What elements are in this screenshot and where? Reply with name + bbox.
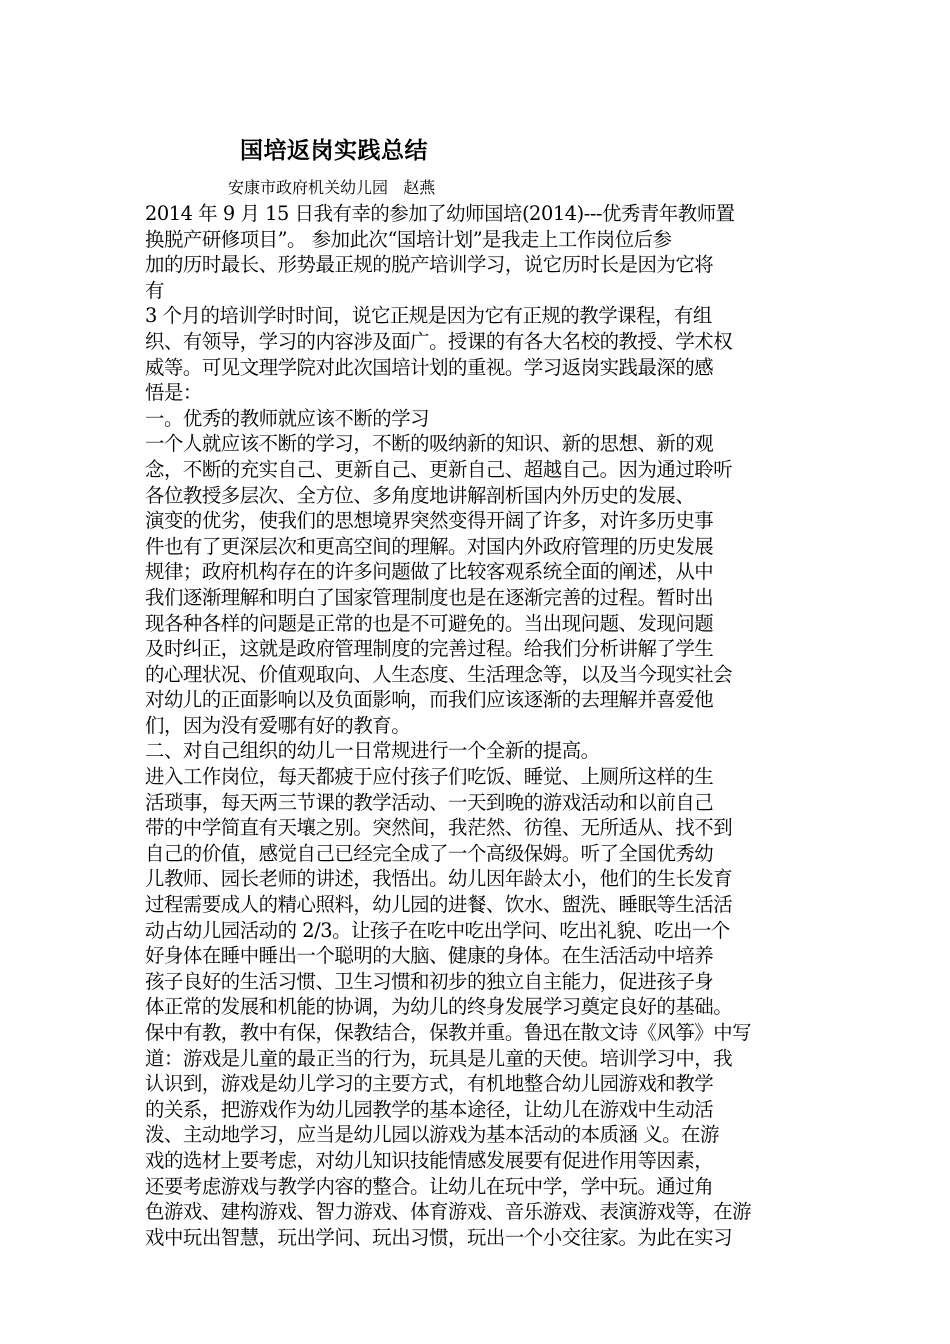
- text-line: 们，因为没有爱哪有好的教育。: [145, 713, 411, 737]
- text-line: 戏的选材上要考虑，对幼儿知识技能情感发展要有促进作用等因素，: [145, 1148, 714, 1172]
- text-line: 体正常的发展和机能的协调，为幼儿的终身发展学习奠定良好的基础。: [145, 995, 733, 1019]
- text-line: 的心理状况、价值观取向、人生态度、生活理念等，以及当今现实社会: [145, 662, 733, 686]
- text-line: 活琐事，每天两三节课的教学活动、一天到晚的游戏活动和以前自己: [145, 790, 714, 814]
- text-line: 规律；政府机构存在的许多问题做了比较客观系统全面的阐述，从中: [145, 560, 714, 584]
- text-line: 保中有教，教中有保，保教结合，保教并重。鲁迅在散文诗《风筝》中写: [145, 1021, 752, 1044]
- author-line: 安康市政府机关幼儿园 赵燕: [228, 178, 436, 197]
- text-line: 件也有了更深层次和更高空间的理解。对国内外政府管理的历史发展: [145, 534, 714, 558]
- text-line: 现各种各样的问题是正常的也是不可避免的。当出现问题、发现问题: [145, 611, 714, 635]
- text-line: 戏中玩出智慧，玩出学问、玩出习惯，玩出一个小交往家。为此在实习: [145, 1225, 733, 1249]
- text-line: 对幼儿的正面影响以及负面影响，而我们应该逐渐的去理解并喜爱他: [145, 688, 714, 712]
- text-line: 过程需要成人的精心照料，幼儿园的进餐、饮水、盥洗、睡眠等生活活: [145, 893, 733, 917]
- body-text: [145, 201, 825, 1250]
- text-line: 各位教授多层次、全方位、多角度地讲解剖析国内外历史的发展、: [145, 483, 695, 507]
- text-line: 及时纠正，这就是政府管理制度的完善过程。给我们分析讲解了学生: [145, 637, 714, 661]
- text-line: 3 个月的培训学时时间，说它正规是因为它有正规的教学课程，有组: [145, 304, 712, 328]
- text-line: 2014 年 9 月 15 日我有幸的参加了幼师国培(2014)---优秀青年教师置: [145, 202, 735, 225]
- text-line: 加的历时最长、形势最正规的脱产培训学习，说它历时长是因为它将: [145, 253, 714, 277]
- text-line: 织、有领导，学习的内容涉及面广。授课的有各大名校的教授、学术权: [145, 329, 733, 353]
- text-line: 二、对自己组织的幼儿一日常规进行一个全新的提高。: [145, 739, 600, 763]
- text-line: 威等。可见文理学院对此次国培计划的重视。学习返岗实践最深的感: [145, 355, 714, 379]
- text-line: 带的中学简直有天壤之别。突然间，我茫然、彷徨、无所适从、找不到: [145, 816, 733, 840]
- text-line: 演变的优劣，使我们的思想境界突然变得开阔了许多，对许多历史事: [145, 509, 714, 533]
- text-line: 一个人就应该不断的学习，不断的吸纳新的知识、新的思想、新的观: [145, 432, 714, 456]
- text-line: 我们逐渐理解和明白了国家管理制度也是在逐渐完善的过程。暂时出: [145, 585, 714, 609]
- text-line: 道：游戏是儿童的最正当的行为，玩具是儿童的天使。培训学习中，我: [145, 1046, 733, 1070]
- text-line: 认识到，游戏是幼儿学习的主要方式，有机地整合幼儿园游戏和教学: [145, 1072, 714, 1096]
- text-line: 换脱产研修项目”。 参加此次“国培计划”是我走上工作岗位后参: [145, 227, 672, 251]
- text-line: 泼、主动地学习，应当是幼儿园以游戏为基本活动的本质涵 义。在游: [145, 1123, 719, 1147]
- text-line: 动占幼儿园活动的 2/3。让孩子在吃中吃出学问、吃出礼貌、吃出一个: [145, 918, 730, 942]
- text-line: 还要考虑游戏与教学内容的整合。让幼儿在玩中学，学中玩。通过角: [145, 1174, 714, 1198]
- text-line: 好身体在睡中睡出一个聪明的大脑、健康的身体。在生活活动中培养: [145, 944, 714, 968]
- text-line: 自己的价值，感觉自己已经完全成了一个高级保姆。听了全国优秀幼: [145, 841, 714, 865]
- text-line: 儿教师、园长老师的讲述，我悟出。幼儿因年龄太小，他们的生长发育: [145, 867, 733, 891]
- text-line: 色游戏、建构游戏、智力游戏、体育游戏、音乐游戏、表演游戏等，在游: [145, 1200, 752, 1224]
- text-line: 念，不断的充实自己、更新自己、更新自己、超越自己。因为通过聆听: [145, 457, 733, 481]
- text-line: 进入工作岗位，每天都疲于应付孩子们吃饭、睡觉、上厕所这样的生: [145, 765, 714, 789]
- text-line: 悟是：: [145, 381, 202, 405]
- text-line: 一。优秀的教师就应该不断的学习: [145, 406, 430, 430]
- text-line: 有: [145, 278, 164, 302]
- text-line: 的关系，把游戏作为幼儿园教学的基本途径，让幼儿在游戏中生动活: [145, 1097, 714, 1121]
- document-title: 国培返岗实践总结: [240, 138, 428, 164]
- text-line: 孩子良好的生活习惯、卫生习惯和初步的独立自主能力，促进孩子身: [145, 969, 714, 993]
